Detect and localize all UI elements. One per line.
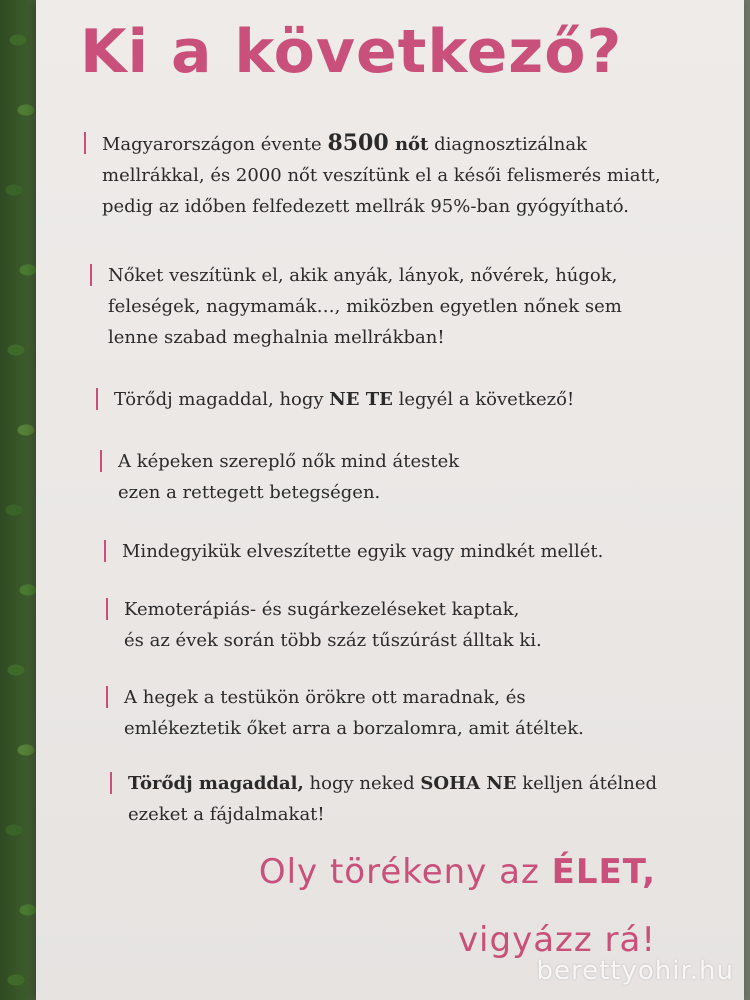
paragraph-marker: [100, 450, 102, 472]
paragraph-scars: A hegek a testükön örökre ott maradnak, és emlékeztetik őket arra a borzalomra, amit átéltek.: [124, 682, 584, 744]
paragraph-marker: [104, 540, 106, 562]
paragraph-statistics: Magyarországon évente 8500 nőt diagnosztizálnak mellrákkal, és 2000 nőt veszítünk el a késői felismerés miatt, pedig az időben felfedezett mellrák 95%-ban gyógyítható.: [102, 128, 661, 222]
paragraph-losing-women: Nőket veszítünk el, akik anyák, lányok, nővérek, húgok, feleségek, nagymamák…, miközben egyetlen nőnek sem lenne szabad meghalnia mellrákban!: [108, 260, 622, 353]
paragraph-care-yourself: Törődj magaddal, hogy NE TE legyél a következő!: [114, 384, 574, 415]
paragraph-lost-breasts: Mindegyikük elveszítette egyik vagy mindkét mellét.: [122, 536, 603, 567]
slogan-line-2: vigyázz rá!: [457, 920, 656, 960]
slogan-line-1: Oly törékeny az ÉLET,: [258, 852, 656, 892]
paragraph-marker: [106, 686, 108, 708]
paragraph-marker: [106, 598, 108, 620]
site-watermark: berettyohir.hu: [536, 956, 734, 986]
awareness-poster: [36, 0, 744, 1000]
paragraph-marker: [96, 388, 98, 410]
paragraph-treatments: Kemoterápiás- és sugárkezeléseket kaptak, és az évek során több száz tűszúrást álltak ki.: [124, 594, 542, 656]
paragraph-women-in-pictures: A képeken szereplő nők mind átestek ezen a rettegett betegségen.: [118, 446, 459, 508]
paragraph-never-suffer: Törődj magaddal, hogy neked SOHA NE kelljen átélned ezeket a fájdalmakat!: [128, 768, 657, 830]
paragraph-marker: [110, 772, 112, 794]
paragraph-marker: [84, 132, 86, 154]
poster-title: Ki a következő?: [80, 17, 623, 87]
paragraph-marker: [90, 264, 92, 286]
